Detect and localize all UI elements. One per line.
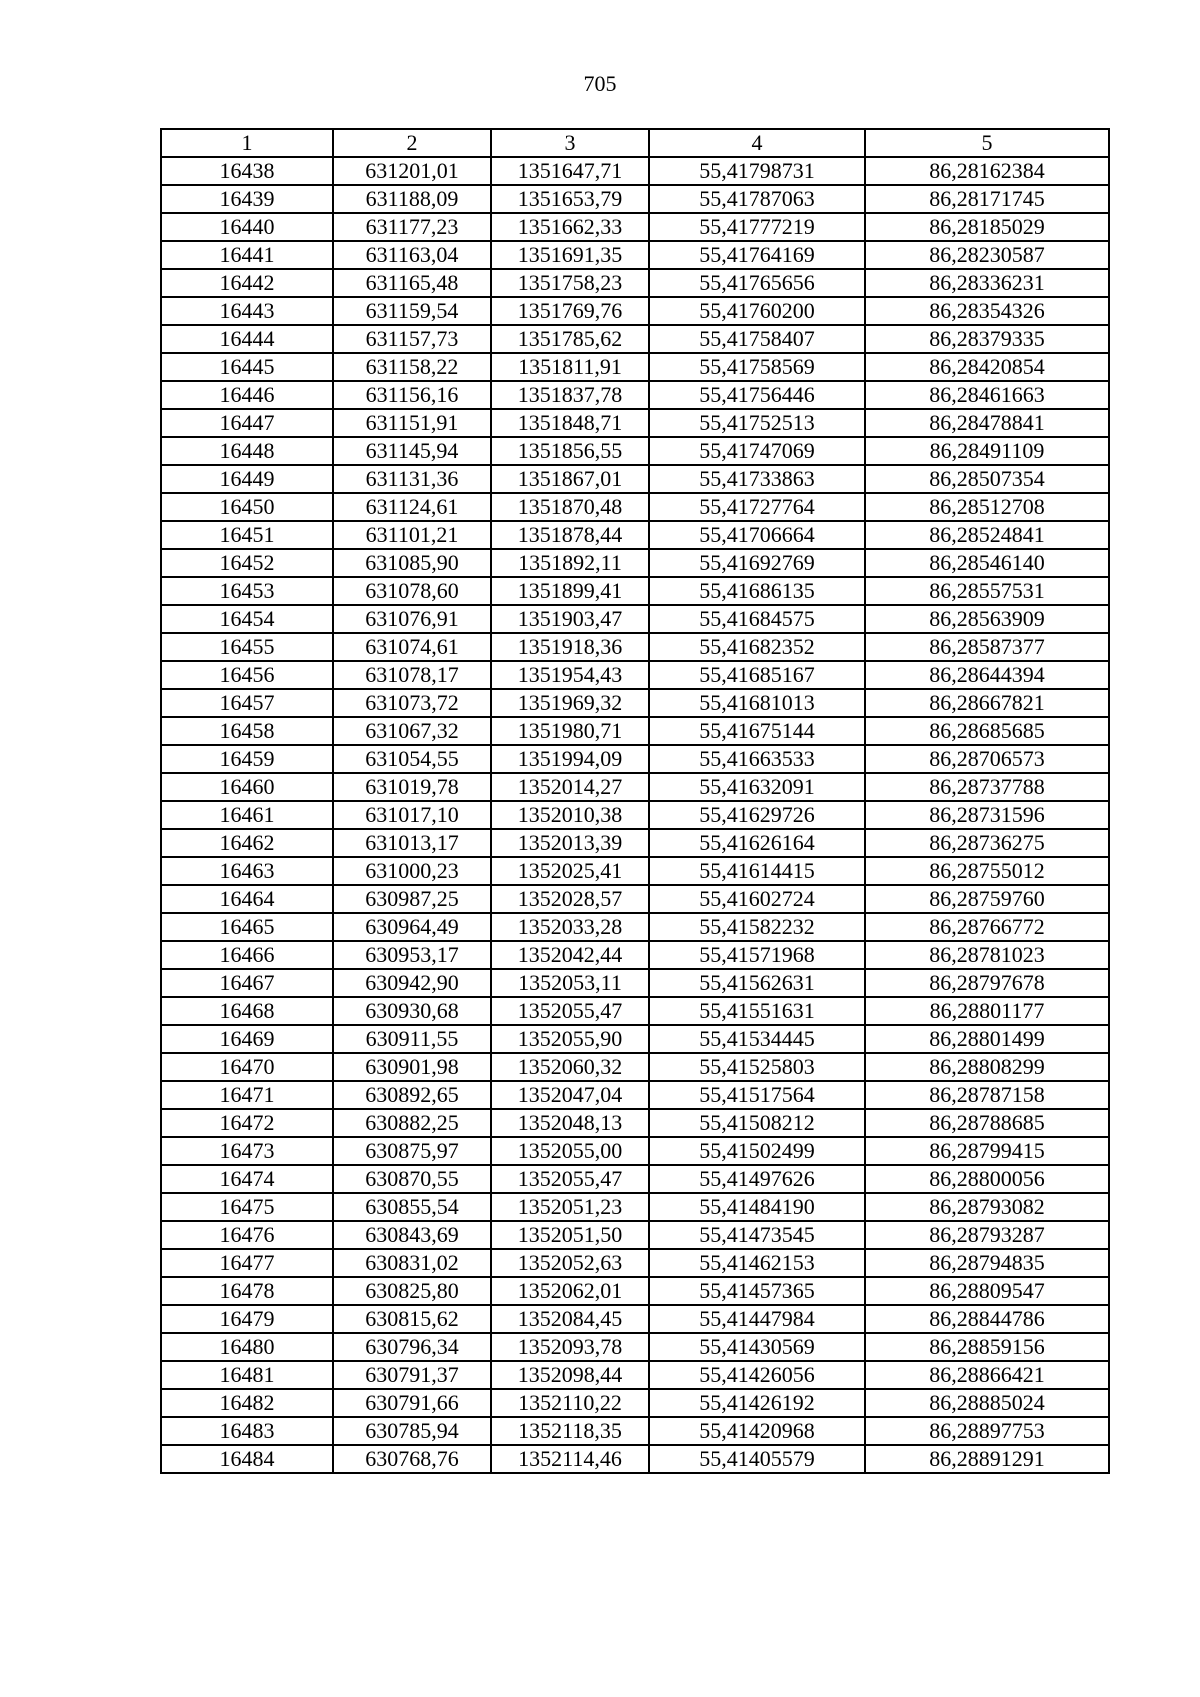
table-row [161, 689, 1109, 717]
table-cell: 55,41733863 [649, 465, 865, 493]
table-cell: 55,41525803 [649, 1053, 865, 1081]
column-header: 1 [161, 129, 333, 157]
table-row [161, 1389, 1109, 1417]
table-cell: 55,41629726 [649, 801, 865, 829]
table-cell: 16448 [161, 437, 333, 465]
table-cell: 55,41508212 [649, 1109, 865, 1137]
table-cell: 1352051,50 [491, 1221, 649, 1249]
table-cell: 631165,48 [333, 269, 491, 297]
table-cell: 16453 [161, 577, 333, 605]
table-cell: 16469 [161, 1025, 333, 1053]
table-cell: 86,28759760 [865, 885, 1109, 913]
table-cell: 16464 [161, 885, 333, 913]
table-cell: 16458 [161, 717, 333, 745]
table-row [161, 325, 1109, 353]
table-cell: 16480 [161, 1333, 333, 1361]
table-cell: 55,41447984 [649, 1305, 865, 1333]
column-header: 3 [491, 129, 649, 157]
table-row [161, 213, 1109, 241]
header-row [161, 129, 1109, 157]
table-cell: 16474 [161, 1165, 333, 1193]
table-cell: 1351653,79 [491, 185, 649, 213]
table-cell: 16484 [161, 1445, 333, 1473]
table-cell: 631145,94 [333, 437, 491, 465]
table-cell: 630930,68 [333, 997, 491, 1025]
table-cell: 630825,80 [333, 1277, 491, 1305]
table-cell: 55,41582232 [649, 913, 865, 941]
table-row [161, 829, 1109, 857]
table-cell: 16450 [161, 493, 333, 521]
table-cell: 1351662,33 [491, 213, 649, 241]
table-cell: 86,28891291 [865, 1445, 1109, 1473]
table-cell: 1351918,36 [491, 633, 649, 661]
table-cell: 631019,78 [333, 773, 491, 801]
table-cell: 630870,55 [333, 1165, 491, 1193]
table-row [161, 381, 1109, 409]
table-cell: 55,41756446 [649, 381, 865, 409]
table-cell: 86,28736275 [865, 829, 1109, 857]
table-cell: 630942,90 [333, 969, 491, 997]
table-row [161, 297, 1109, 325]
table-cell: 1352025,41 [491, 857, 649, 885]
table-cell: 55,41632091 [649, 773, 865, 801]
table-cell: 1351867,01 [491, 465, 649, 493]
table-cell: 55,41462153 [649, 1249, 865, 1277]
table-cell: 86,28781023 [865, 941, 1109, 969]
table-row [161, 1305, 1109, 1333]
table-cell: 55,41682352 [649, 633, 865, 661]
table-cell: 16462 [161, 829, 333, 857]
table-cell: 631078,17 [333, 661, 491, 689]
table-cell: 1351994,09 [491, 745, 649, 773]
table-cell: 1351899,41 [491, 577, 649, 605]
table-cell: 1351969,32 [491, 689, 649, 717]
table-cell: 630815,62 [333, 1305, 491, 1333]
table-cell: 16483 [161, 1417, 333, 1445]
table-cell: 631201,01 [333, 157, 491, 185]
table-cell: 86,28557531 [865, 577, 1109, 605]
table-cell: 55,41571968 [649, 941, 865, 969]
table-cell: 55,41686135 [649, 577, 865, 605]
table-cell: 1351856,55 [491, 437, 649, 465]
table-cell: 55,41502499 [649, 1137, 865, 1165]
table-cell: 16472 [161, 1109, 333, 1137]
table-cell: 1352028,57 [491, 885, 649, 913]
table-cell: 630831,02 [333, 1249, 491, 1277]
table-cell: 631085,90 [333, 549, 491, 577]
table-cell: 630855,54 [333, 1193, 491, 1221]
table-cell: 86,28667821 [865, 689, 1109, 717]
table-row [161, 1333, 1109, 1361]
table-row [161, 1137, 1109, 1165]
table-cell: 16439 [161, 185, 333, 213]
table-cell: 631156,16 [333, 381, 491, 409]
table-body [161, 157, 1109, 1473]
table-cell: 86,28336231 [865, 269, 1109, 297]
table-cell: 1352055,00 [491, 1137, 649, 1165]
table-cell: 55,41675144 [649, 717, 865, 745]
table-cell: 1351811,91 [491, 353, 649, 381]
table-cell: 1352062,01 [491, 1277, 649, 1305]
table-cell: 86,28706573 [865, 745, 1109, 773]
table-cell: 86,28787158 [865, 1081, 1109, 1109]
table-cell: 55,41517564 [649, 1081, 865, 1109]
table-cell: 631188,09 [333, 185, 491, 213]
table-cell: 16478 [161, 1277, 333, 1305]
table-cell: 86,28524841 [865, 521, 1109, 549]
table-row [161, 1277, 1109, 1305]
table-row [161, 661, 1109, 689]
table-cell: 86,28844786 [865, 1305, 1109, 1333]
table-header [161, 129, 1109, 157]
table-cell: 1351837,78 [491, 381, 649, 409]
table-cell: 1352048,13 [491, 1109, 649, 1137]
table-cell: 631163,04 [333, 241, 491, 269]
table-cell: 16466 [161, 941, 333, 969]
table-cell: 86,28801499 [865, 1025, 1109, 1053]
table-cell: 86,28799415 [865, 1137, 1109, 1165]
table-cell: 630953,17 [333, 941, 491, 969]
table-row [161, 1249, 1109, 1277]
table-cell: 86,28755012 [865, 857, 1109, 885]
table-cell: 55,41752513 [649, 409, 865, 437]
table-cell: 86,28866421 [865, 1361, 1109, 1389]
table-row [161, 941, 1109, 969]
table-cell: 86,28794835 [865, 1249, 1109, 1277]
table-cell: 16481 [161, 1361, 333, 1389]
table-row [161, 1221, 1109, 1249]
table-cell: 16460 [161, 773, 333, 801]
table-cell: 1352047,04 [491, 1081, 649, 1109]
table-cell: 86,28354326 [865, 297, 1109, 325]
table-cell: 55,41614415 [649, 857, 865, 885]
table-cell: 55,41426192 [649, 1389, 865, 1417]
table-cell: 630882,25 [333, 1109, 491, 1137]
table-row [161, 1417, 1109, 1445]
table-cell: 16467 [161, 969, 333, 997]
column-header: 4 [649, 129, 865, 157]
table-cell: 86,28644394 [865, 661, 1109, 689]
table-cell: 86,28491109 [865, 437, 1109, 465]
table-cell: 16438 [161, 157, 333, 185]
table-cell: 16442 [161, 269, 333, 297]
table-cell: 55,41562631 [649, 969, 865, 997]
table-cell: 631158,22 [333, 353, 491, 381]
table-cell: 1351870,48 [491, 493, 649, 521]
table-cell: 55,41602724 [649, 885, 865, 913]
table-row [161, 913, 1109, 941]
table-cell: 1352010,38 [491, 801, 649, 829]
table-cell: 86,28171745 [865, 185, 1109, 213]
table-row [161, 437, 1109, 465]
table-cell: 1352118,35 [491, 1417, 649, 1445]
table-cell: 86,28793287 [865, 1221, 1109, 1249]
table-cell: 16463 [161, 857, 333, 885]
table-cell: 16479 [161, 1305, 333, 1333]
table-cell: 1351769,76 [491, 297, 649, 325]
table-row [161, 801, 1109, 829]
table-cell: 631078,60 [333, 577, 491, 605]
table-cell: 631157,73 [333, 325, 491, 353]
table-cell: 630768,76 [333, 1445, 491, 1473]
table-cell: 16454 [161, 605, 333, 633]
table-cell: 16455 [161, 633, 333, 661]
table-row [161, 1081, 1109, 1109]
table-cell: 630987,25 [333, 885, 491, 913]
table-cell: 86,28512708 [865, 493, 1109, 521]
table-cell: 16461 [161, 801, 333, 829]
table-cell: 1351785,62 [491, 325, 649, 353]
table-cell: 1352110,22 [491, 1389, 649, 1417]
table-cell: 86,28546140 [865, 549, 1109, 577]
table-cell: 630911,55 [333, 1025, 491, 1053]
table-cell: 16475 [161, 1193, 333, 1221]
table-cell: 630791,37 [333, 1361, 491, 1389]
table-cell: 86,28793082 [865, 1193, 1109, 1221]
table-cell: 55,41484190 [649, 1193, 865, 1221]
table-cell: 630843,69 [333, 1221, 491, 1249]
table-cell: 86,28379335 [865, 325, 1109, 353]
table-cell: 1352051,23 [491, 1193, 649, 1221]
table-cell: 86,28461663 [865, 381, 1109, 409]
table-cell: 55,41663533 [649, 745, 865, 773]
table-row [161, 1053, 1109, 1081]
table-cell: 55,41426056 [649, 1361, 865, 1389]
table-cell: 86,28162384 [865, 157, 1109, 185]
table-cell: 1351878,44 [491, 521, 649, 549]
column-header: 5 [865, 129, 1109, 157]
table-cell: 55,41473545 [649, 1221, 865, 1249]
table-cell: 86,28885024 [865, 1389, 1109, 1417]
table-cell: 86,28897753 [865, 1417, 1109, 1445]
table-cell: 55,41706664 [649, 521, 865, 549]
table-cell: 86,28800056 [865, 1165, 1109, 1193]
table-cell: 16471 [161, 1081, 333, 1109]
table-cell: 1352014,27 [491, 773, 649, 801]
table-cell: 16444 [161, 325, 333, 353]
table-row [161, 857, 1109, 885]
table-row [161, 157, 1109, 185]
table-cell: 16445 [161, 353, 333, 381]
table-row [161, 605, 1109, 633]
table-cell: 1351758,23 [491, 269, 649, 297]
table-cell: 16459 [161, 745, 333, 773]
table-cell: 1351691,35 [491, 241, 649, 269]
table-cell: 631013,17 [333, 829, 491, 857]
table-cell: 630791,66 [333, 1389, 491, 1417]
table-row [161, 1109, 1109, 1137]
table-cell: 631054,55 [333, 745, 491, 773]
table-cell: 1352013,39 [491, 829, 649, 857]
table-cell: 1351848,71 [491, 409, 649, 437]
table-row [161, 577, 1109, 605]
table-cell: 16452 [161, 549, 333, 577]
table-cell: 55,41457365 [649, 1277, 865, 1305]
table-cell: 86,28420854 [865, 353, 1109, 381]
table-cell: 55,41692769 [649, 549, 865, 577]
table-cell: 16457 [161, 689, 333, 717]
table-row [161, 1445, 1109, 1473]
table-row [161, 269, 1109, 297]
table-cell: 86,28685685 [865, 717, 1109, 745]
table-cell: 630892,65 [333, 1081, 491, 1109]
table-cell: 86,28766772 [865, 913, 1109, 941]
table-cell: 630901,98 [333, 1053, 491, 1081]
table-cell: 631101,21 [333, 521, 491, 549]
table-cell: 55,41551631 [649, 997, 865, 1025]
table-row [161, 521, 1109, 549]
table-cell: 86,28731596 [865, 801, 1109, 829]
coordinates-table [160, 128, 1110, 1474]
table-row [161, 549, 1109, 577]
table-row [161, 493, 1109, 521]
table-cell: 631076,91 [333, 605, 491, 633]
table-cell: 1352052,63 [491, 1249, 649, 1277]
table-cell: 16477 [161, 1249, 333, 1277]
table-cell: 630785,94 [333, 1417, 491, 1445]
table-cell: 16451 [161, 521, 333, 549]
table-cell: 16456 [161, 661, 333, 689]
table-cell: 55,41758569 [649, 353, 865, 381]
page-number: 705 [583, 71, 617, 96]
table-cell: 1351647,71 [491, 157, 649, 185]
table-row [161, 633, 1109, 661]
table-cell: 55,41420968 [649, 1417, 865, 1445]
table-row [161, 997, 1109, 1025]
table-cell: 86,28737788 [865, 773, 1109, 801]
table-cell: 631017,10 [333, 801, 491, 829]
table-cell: 631151,91 [333, 409, 491, 437]
table-cell: 1352033,28 [491, 913, 649, 941]
table-row [161, 1165, 1109, 1193]
table-row [161, 773, 1109, 801]
table-cell: 16441 [161, 241, 333, 269]
table-cell: 86,28478841 [865, 409, 1109, 437]
table-cell: 631131,36 [333, 465, 491, 493]
table-cell: 1352055,47 [491, 1165, 649, 1193]
table-cell: 86,28797678 [865, 969, 1109, 997]
table-row [161, 717, 1109, 745]
table-cell: 631074,61 [333, 633, 491, 661]
table-cell: 1352114,46 [491, 1445, 649, 1473]
table-cell: 86,28808299 [865, 1053, 1109, 1081]
table-cell: 16473 [161, 1137, 333, 1165]
table-cell: 86,28563909 [865, 605, 1109, 633]
table-cell: 55,41534445 [649, 1025, 865, 1053]
table-cell: 16468 [161, 997, 333, 1025]
table-cell: 86,28801177 [865, 997, 1109, 1025]
table-cell: 16446 [161, 381, 333, 409]
table-cell: 631159,54 [333, 297, 491, 325]
table-cell: 1352055,47 [491, 997, 649, 1025]
table-cell: 86,28809547 [865, 1277, 1109, 1305]
table-cell: 16470 [161, 1053, 333, 1081]
table-row [161, 1193, 1109, 1221]
table-cell: 630875,97 [333, 1137, 491, 1165]
table-cell: 55,41765656 [649, 269, 865, 297]
table-cell: 1352053,11 [491, 969, 649, 997]
table-cell: 55,41727764 [649, 493, 865, 521]
table-row [161, 969, 1109, 997]
table-row [161, 353, 1109, 381]
table-cell: 1352084,45 [491, 1305, 649, 1333]
table-cell: 55,41798731 [649, 157, 865, 185]
table-cell: 55,41764169 [649, 241, 865, 269]
table-cell: 1352055,90 [491, 1025, 649, 1053]
table-cell: 1351892,11 [491, 549, 649, 577]
table-cell: 1352098,44 [491, 1361, 649, 1389]
table-cell: 86,28788685 [865, 1109, 1109, 1137]
column-header: 2 [333, 129, 491, 157]
table-cell: 631067,32 [333, 717, 491, 745]
table-cell: 631073,72 [333, 689, 491, 717]
table-cell: 55,41685167 [649, 661, 865, 689]
table-cell: 86,28185029 [865, 213, 1109, 241]
table-row [161, 1361, 1109, 1389]
table-cell: 86,28230587 [865, 241, 1109, 269]
table-row [161, 185, 1109, 213]
table-cell: 55,41405579 [649, 1445, 865, 1473]
table-cell: 55,41497626 [649, 1165, 865, 1193]
table-cell: 55,41760200 [649, 297, 865, 325]
table-cell: 55,41684575 [649, 605, 865, 633]
table-cell: 16443 [161, 297, 333, 325]
table-cell: 55,41681013 [649, 689, 865, 717]
table-cell: 630964,49 [333, 913, 491, 941]
table-cell: 1351954,43 [491, 661, 649, 689]
table-row [161, 465, 1109, 493]
table-cell: 16482 [161, 1389, 333, 1417]
table-row [161, 409, 1109, 437]
table-cell: 55,41758407 [649, 325, 865, 353]
table-cell: 631000,23 [333, 857, 491, 885]
table-cell: 16447 [161, 409, 333, 437]
table-cell: 16465 [161, 913, 333, 941]
table-cell: 16476 [161, 1221, 333, 1249]
table-cell: 55,41626164 [649, 829, 865, 857]
table-row [161, 745, 1109, 773]
table-cell: 631124,61 [333, 493, 491, 521]
table-cell: 86,28587377 [865, 633, 1109, 661]
table-cell: 86,28859156 [865, 1333, 1109, 1361]
table-cell: 16449 [161, 465, 333, 493]
table-cell: 1351903,47 [491, 605, 649, 633]
table-cell: 1352042,44 [491, 941, 649, 969]
table-cell: 1351980,71 [491, 717, 649, 745]
table-cell: 55,41787063 [649, 185, 865, 213]
table-row [161, 1025, 1109, 1053]
table-cell: 16440 [161, 213, 333, 241]
table-cell: 631177,23 [333, 213, 491, 241]
table-cell: 1352060,32 [491, 1053, 649, 1081]
table-cell: 55,41430569 [649, 1333, 865, 1361]
table-cell: 630796,34 [333, 1333, 491, 1361]
table-cell: 55,41777219 [649, 213, 865, 241]
table-cell: 1352093,78 [491, 1333, 649, 1361]
table-cell: 55,41747069 [649, 437, 865, 465]
table-row [161, 885, 1109, 913]
table-row [161, 241, 1109, 269]
table-cell: 86,28507354 [865, 465, 1109, 493]
